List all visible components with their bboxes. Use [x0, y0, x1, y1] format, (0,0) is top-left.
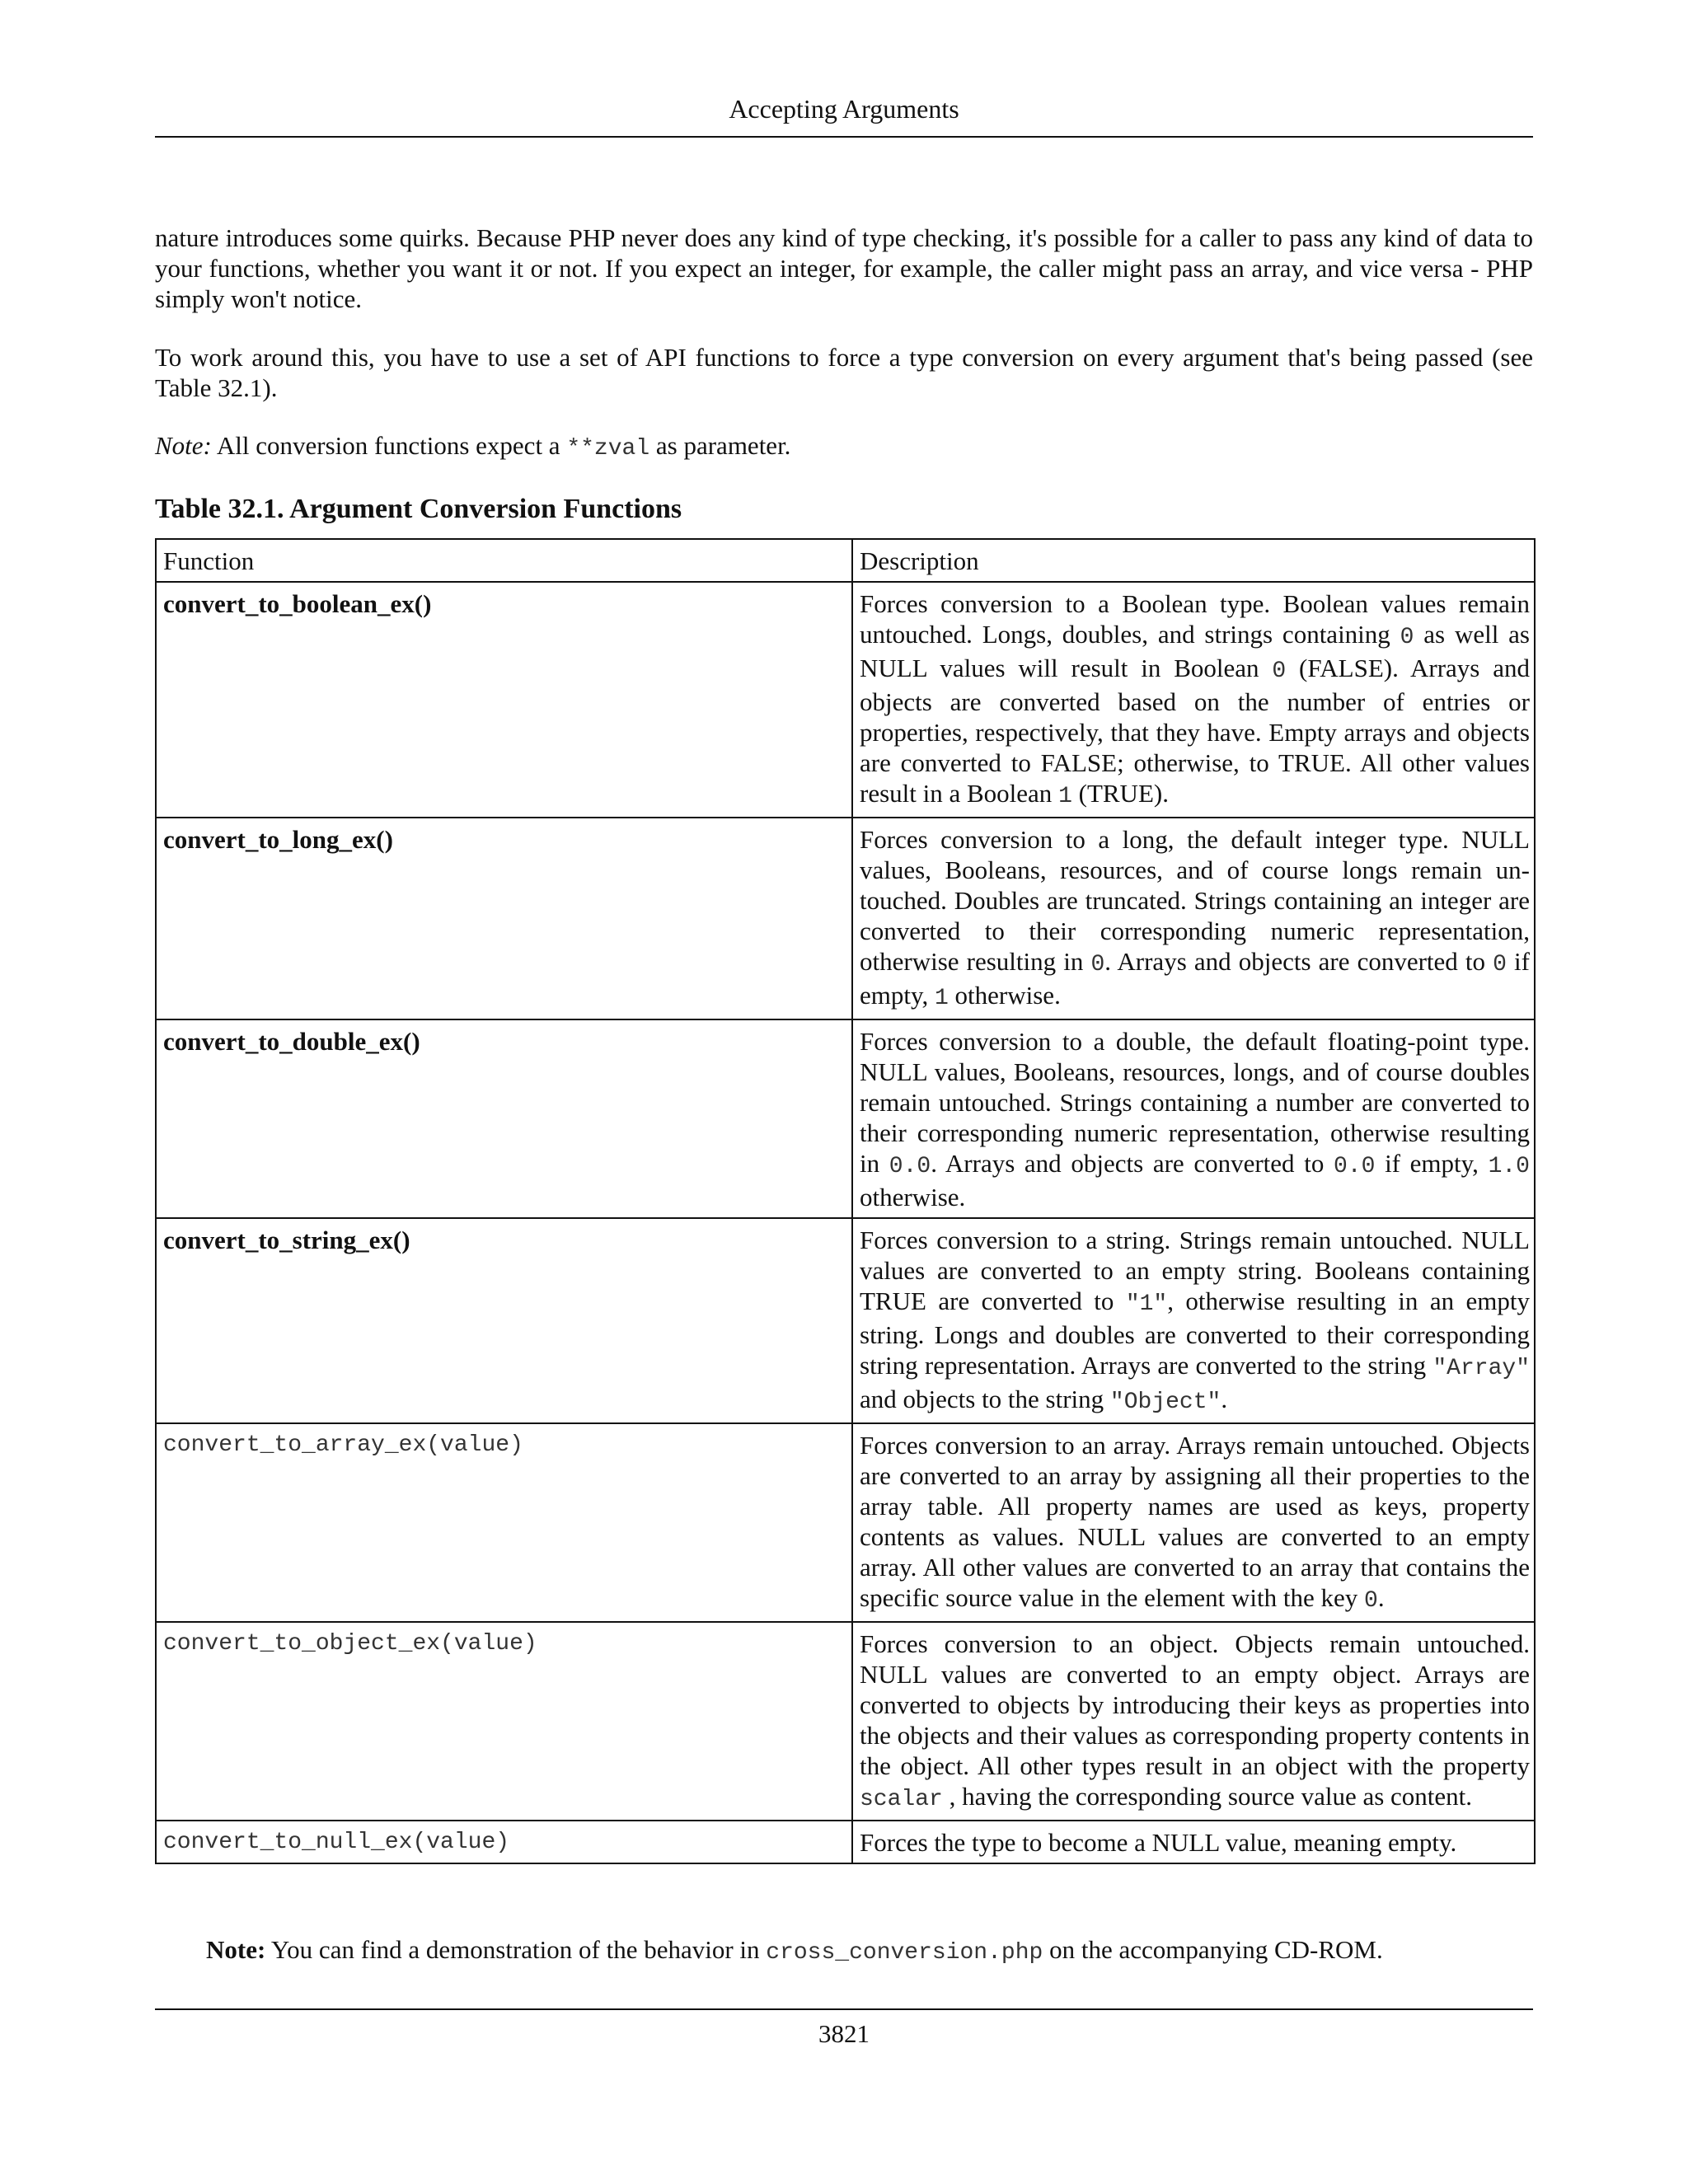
- description-text: Forces conversion to a string. Strings remain untouched. NULL values are converted to an empty string. Booleans containing TRUE are converted to: [860, 1226, 1530, 1315]
- description-text: if empty,: [1375, 1149, 1489, 1178]
- header-rule: [155, 136, 1533, 138]
- table-row: [156, 582, 1535, 818]
- description-text: . Arrays and objects are converted to: [1104, 947, 1493, 976]
- filename-code: cross_conversion.php: [766, 1940, 1043, 1966]
- description-text: if empty,: [860, 947, 1530, 1010]
- description-text: Forces conversion to a double, the default floating-point type. NULL values, Booleans, resources, longs, and of course doubles remain untouched. Strings containing a number are converted to their corresponding numeric representation, otherwise resulting in: [860, 1027, 1530, 1178]
- zval-code: **zval: [566, 436, 650, 462]
- body-paragraph-1: nature introduces some quirks. Because PHP never does any kind of type checking, it's possible for a caller to pass any kind of data to your functions, whether you want it or not. If you expect an integer, for example, the caller might pass an array, and vice versa - PHP simply won't notice.: [155, 223, 1533, 313]
- description-text: otherwise.: [948, 981, 1061, 1010]
- description-cell: [852, 582, 1535, 818]
- function-name-cell: convert_to_long_ex(): [156, 818, 852, 1019]
- header-function: Function: [156, 539, 852, 582]
- description-cell: [852, 1622, 1535, 1821]
- note-text-after: as parameter.: [649, 431, 791, 460]
- description-text: (TRUE).: [1071, 779, 1169, 808]
- function-name-cell: convert_to_boolean_ex(): [156, 582, 852, 818]
- inline-code: scalar: [860, 1787, 943, 1812]
- description-text: Forces conversion to a long, the default integer type. NULL values, Booleans, resources, and of course longs remain untouched. Doubles are truncated. Strings containing an integer are converted to their corresponding numeric representation, otherwise resulting in: [860, 825, 1530, 976]
- description-text: .: [1377, 1583, 1385, 1612]
- description-text: (FALSE). Arrays and objects are converted based on the number of entries or properties, respectively, that they have. Empty arrays and objects are converted to FALSE; otherwise, to TRUE. All other values result in a Boolean: [860, 654, 1530, 808]
- header-description: Description: [852, 539, 1535, 582]
- inline-code: 0: [1364, 1588, 1378, 1614]
- function-name-cell: convert_to_double_ex(): [156, 1019, 852, 1218]
- inline-code: 0: [1272, 658, 1287, 684]
- running-header: Accepting Arguments: [729, 94, 959, 124]
- description-text: , having the corresponding source value as content.: [942, 1782, 1473, 1811]
- cdrom-note: [206, 1933, 1383, 1970]
- table-row: [156, 1423, 1535, 1622]
- cdrom-note-after: on the accompanying CD-ROM.: [1043, 1935, 1383, 1964]
- conversion-functions-table: [155, 538, 1536, 1864]
- page-number: 3821: [818, 2019, 870, 2048]
- conversion-note-paragraph: [155, 430, 1533, 464]
- description-cell: [852, 1019, 1535, 1218]
- cdrom-note-before: You can find a demonstration of the behavior in: [265, 1935, 767, 1964]
- inline-code: 0.0: [889, 1154, 931, 1179]
- description-text: , otherwise resulting in an empty string. Longs and doubles are converted to their corresponding string representation. Arrays are converted to the string: [860, 1286, 1530, 1380]
- function-name-cell: convert_to_object_ex(value): [156, 1622, 852, 1821]
- inline-code: "1": [1125, 1291, 1168, 1317]
- function-name-cell: convert_to_string_ex(): [156, 1218, 852, 1423]
- table-row: [156, 1218, 1535, 1423]
- description-cell: [852, 1821, 1535, 1863]
- table-caption: Table 32.1. Argument Conversion Functions: [155, 494, 682, 524]
- inline-code: 0.0: [1333, 1154, 1376, 1179]
- function-name-cell: convert_to_array_ex(value): [156, 1423, 852, 1622]
- description-cell: [852, 818, 1535, 1019]
- description-text: Forces conversion to an object. Objects remain untouched. NULL values are converted to an empty object. Arrays are converted to objects by introducing their keys as properties into the objects and their values as corresponding property contents in the object. All other types result in an object with the property: [860, 1629, 1530, 1780]
- description-text: as well as NULL values will result in Boolean: [860, 620, 1530, 682]
- function-name-cell: convert_to_null_ex(value): [156, 1821, 852, 1863]
- inline-code: 0: [1090, 952, 1105, 977]
- table-header-row: [156, 539, 1535, 582]
- description-cell: [852, 1423, 1535, 1622]
- inline-code: 1: [1058, 784, 1072, 809]
- description-text: otherwise.: [860, 1183, 966, 1212]
- description-text: . Arrays and objects are converted to: [931, 1149, 1334, 1178]
- body-paragraph-2: To work around this, you have to use a set of API functions to force a type conversion on every argument that's being passed (see Table 32.1).: [155, 343, 1533, 402]
- cdrom-note-label: Note:: [206, 1935, 266, 1964]
- inline-code: "Array": [1432, 1356, 1530, 1381]
- inline-code: 1.0: [1488, 1154, 1530, 1179]
- inline-code: 0: [1493, 952, 1507, 977]
- description-text: Forces conversion to a Boolean type. Boolean values remain untouched. Longs, doubles, and strings containing: [860, 589, 1530, 649]
- table-row: [156, 1622, 1535, 1821]
- document-page: [155, 0, 1533, 2184]
- inline-code: 0: [1400, 625, 1414, 650]
- description-text: Forces conversion to an array. Arrays remain untouched. Objects are converted to an array by assigning all their properties to the array table. All property names are used as keys, property contents as values. NULL values are converted to an empty array. All other values are converted to an array that contains the specific source value in the element with the key: [860, 1431, 1530, 1612]
- description-text: and objects to the string: [860, 1385, 1110, 1413]
- inline-code: "Object": [1109, 1390, 1221, 1415]
- note-text-before: All conversion functions expect a: [211, 431, 567, 460]
- inline-code: 1: [934, 986, 949, 1011]
- table-row: [156, 818, 1535, 1019]
- note-label: Note:: [155, 431, 212, 460]
- table-body: [156, 582, 1535, 1863]
- table-row: [156, 1019, 1535, 1218]
- description-text: .: [1221, 1385, 1228, 1413]
- footer-rule: [155, 2008, 1533, 2010]
- table-row: [156, 1821, 1535, 1863]
- description-cell: [852, 1218, 1535, 1423]
- description-text: Forces the type to become a NULL value, meaning empty.: [860, 1828, 1457, 1857]
